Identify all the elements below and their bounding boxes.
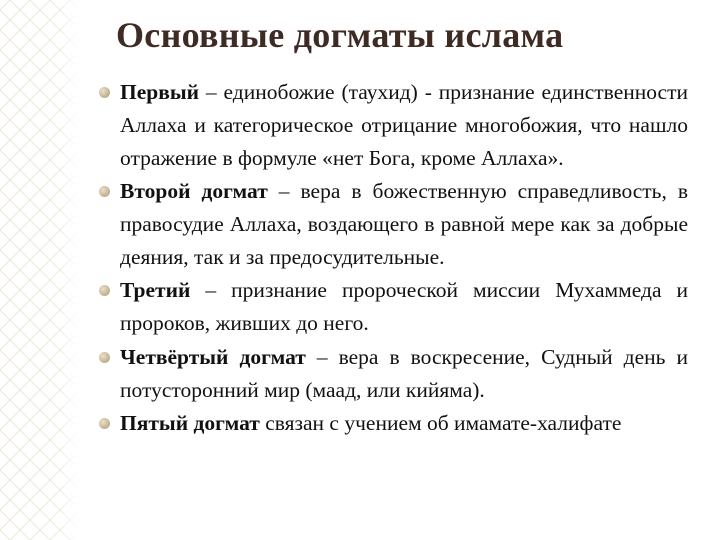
diamond-pattern-decoration — [0, 0, 80, 540]
slide-title: Основные догматы ислама — [116, 15, 564, 55]
item-term: Четвёртый догмат — [120, 344, 306, 369]
list-item — [98, 407, 688, 440]
list-item — [98, 341, 688, 407]
list-item — [98, 76, 688, 174]
item-term: Первый — [120, 80, 200, 104]
bullet-icon — [99, 352, 110, 363]
bullet-icon — [99, 418, 110, 429]
item-text: – вера в божественную справедливость, в правосудие Аллаха, воздающего в равной мере как за добрые деяния, так и за предосудительные. — [120, 179, 688, 269]
item-term: Пятый догмат — [120, 411, 260, 436]
bullet-icon — [99, 87, 110, 98]
bullet-icon — [99, 186, 110, 197]
item-term: Третий — [120, 278, 191, 303]
item-text: – признание пророческой миссии Мухаммеда и пророков, живших до него. — [120, 278, 688, 336]
list-item — [98, 175, 688, 273]
item-term: Второй догмат — [120, 179, 268, 204]
item-text: – вера в воскресение, Судный день и потусторонний мир (маад, или кийяма). — [120, 344, 688, 402]
item-text: связан с учением об имамате-халифате — [259, 411, 622, 436]
item-text: – единобожие (таухид) - признание единственности Аллаха и категорическое отрицание многобожия, что нашло отражение в формуле «нет Бога, кроме Аллаха». — [120, 80, 688, 170]
bullet-icon — [99, 285, 110, 296]
list-item — [98, 274, 688, 340]
dogma-list — [98, 76, 688, 441]
